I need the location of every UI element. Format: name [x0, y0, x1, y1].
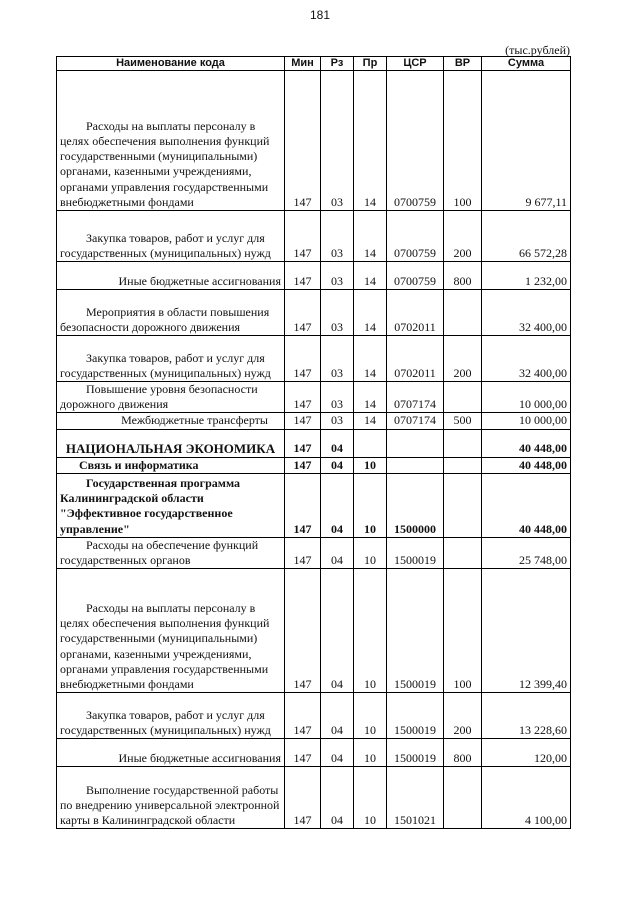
row-pr: 10 — [354, 767, 387, 829]
row-pr: 10 — [354, 457, 387, 473]
section-title: НАЦИОНАЛЬНАЯ ЭКОНОМИКА — [57, 429, 285, 457]
row-sum: 1 232,00 — [482, 262, 571, 290]
row-name: Закупка товаров, работ и услуг для государственных (муниципальных) нужд — [57, 336, 285, 382]
row-pr: 14 — [354, 413, 387, 429]
row-rz: 03 — [321, 413, 354, 429]
row-sum: 12 399,40 — [482, 569, 571, 693]
row-csr: 1500000 — [387, 473, 444, 537]
row-rz: 04 — [321, 429, 354, 457]
row-vr — [444, 767, 482, 829]
row-vr — [444, 473, 482, 537]
row-csr: 0707174 — [387, 413, 444, 429]
row-sum: 40 448,00 — [482, 473, 571, 537]
row-name: Иные бюджетные ассигнования — [57, 739, 285, 767]
row-sum: 40 448,00 — [482, 457, 571, 473]
row-pr: 10 — [354, 739, 387, 767]
row-csr: 0702011 — [387, 290, 444, 336]
row-sum: 10 000,00 — [482, 413, 571, 429]
col-header-name: Наименование кода — [57, 57, 285, 71]
col-header-vr: ВР — [444, 57, 482, 71]
row-pr: 10 — [354, 569, 387, 693]
row-rz: 04 — [321, 569, 354, 693]
col-header-pr: Пр — [354, 57, 387, 71]
row-pr: 10 — [354, 693, 387, 739]
row-min: 147 — [285, 429, 321, 457]
row-csr: 0700759 — [387, 211, 444, 262]
row-rz: 03 — [321, 290, 354, 336]
table-row — [57, 382, 571, 413]
row-vr: 200 — [444, 211, 482, 262]
table-row — [57, 537, 571, 568]
col-header-rz: Рз — [321, 57, 354, 71]
row-csr: 1501021 — [387, 767, 444, 829]
row-csr — [387, 457, 444, 473]
row-min: 147 — [285, 739, 321, 767]
row-min: 147 — [285, 693, 321, 739]
row-vr — [444, 290, 482, 336]
row-min: 147 — [285, 71, 321, 211]
row-min: 147 — [285, 413, 321, 429]
row-vr — [444, 429, 482, 457]
row-rz: 03 — [321, 71, 354, 211]
page-number: 181 — [309, 8, 331, 22]
row-sum: 66 572,28 — [482, 211, 571, 262]
row-min: 147 — [285, 290, 321, 336]
table-row — [57, 739, 571, 767]
row-vr: 200 — [444, 693, 482, 739]
row-csr: 1500019 — [387, 569, 444, 693]
col-header-min: Мин — [285, 57, 321, 71]
row-pr: 10 — [354, 537, 387, 568]
row-vr: 800 — [444, 739, 482, 767]
row-rz: 04 — [321, 473, 354, 537]
row-name: Расходы на выплаты персоналу в целях обеспечения выполнения функций государственными (муниципальными) органами, казенными учреждениями, органами управления государственными внебюджетными фондами — [57, 569, 285, 693]
table-row — [57, 262, 571, 290]
row-sum: 9 677,11 — [482, 71, 571, 211]
row-pr: 14 — [354, 71, 387, 211]
row-pr: 10 — [354, 473, 387, 537]
row-name: Повышение уровня безопасности дорожного движения — [57, 382, 285, 413]
row-rz: 04 — [321, 693, 354, 739]
row-vr — [444, 457, 482, 473]
row-name: Расходы на выплаты персоналу в целях обеспечения выполнения функций государственными (муниципальными) органами, казенными учреждениями, органами управления государственными внебюджетными фондами — [57, 71, 285, 211]
row-rz: 03 — [321, 382, 354, 413]
row-sum: 13 228,60 — [482, 693, 571, 739]
table-header-row — [57, 57, 571, 71]
row-name: Мероприятия в области повышения безопасности дорожного движения — [57, 290, 285, 336]
row-min: 147 — [285, 262, 321, 290]
row-csr: 1500019 — [387, 739, 444, 767]
row-csr: 1500019 — [387, 693, 444, 739]
row-vr — [444, 382, 482, 413]
row-csr: 0702011 — [387, 336, 444, 382]
row-sum: 32 400,00 — [482, 336, 571, 382]
row-vr: 200 — [444, 336, 482, 382]
row-min: 147 — [285, 537, 321, 568]
row-min: 147 — [285, 382, 321, 413]
row-sum: 32 400,00 — [482, 290, 571, 336]
row-rz: 03 — [321, 211, 354, 262]
table-row — [57, 211, 571, 262]
row-vr: 500 — [444, 413, 482, 429]
row-min: 147 — [285, 473, 321, 537]
row-name: Расходы на обеспечение функций государственных органов — [57, 537, 285, 568]
row-pr: 14 — [354, 290, 387, 336]
table-row — [57, 413, 571, 429]
row-min: 147 — [285, 457, 321, 473]
row-pr: 14 — [354, 211, 387, 262]
col-header-sum: Сумма — [482, 57, 571, 71]
row-name: Закупка товаров, работ и услуг для государственных (муниципальных) нужд — [57, 211, 285, 262]
row-name: Закупка товаров, работ и услуг для государственных (муниципальных) нужд — [57, 693, 285, 739]
row-vr: 100 — [444, 71, 482, 211]
row-min: 147 — [285, 336, 321, 382]
row-min: 147 — [285, 211, 321, 262]
subsection-row — [57, 457, 571, 473]
subsection-title: Связь и информатика — [57, 457, 285, 473]
row-rz: 04 — [321, 537, 354, 568]
col-header-csr: ЦСР — [387, 57, 444, 71]
program-row — [57, 473, 571, 537]
row-sum: 120,00 — [482, 739, 571, 767]
row-csr: 0700759 — [387, 71, 444, 211]
row-csr: 0700759 — [387, 262, 444, 290]
row-rz: 03 — [321, 336, 354, 382]
row-name: Межбюджетные трансферты — [57, 413, 285, 429]
row-min: 147 — [285, 767, 321, 829]
row-pr: 14 — [354, 262, 387, 290]
table-row — [57, 290, 571, 336]
row-vr — [444, 537, 482, 568]
row-csr — [387, 429, 444, 457]
row-min: 147 — [285, 569, 321, 693]
table-row — [57, 71, 571, 211]
row-vr: 100 — [444, 569, 482, 693]
program-title: Государственная программа Калининградской области "Эффективное государственное управление" — [57, 473, 285, 537]
row-rz: 03 — [321, 262, 354, 290]
row-sum: 25 748,00 — [482, 537, 571, 568]
row-rz: 04 — [321, 457, 354, 473]
row-pr: 14 — [354, 336, 387, 382]
table-row — [57, 569, 571, 693]
row-pr — [354, 429, 387, 457]
section-row — [57, 429, 571, 457]
row-rz: 04 — [321, 739, 354, 767]
row-pr: 14 — [354, 382, 387, 413]
table-row — [57, 336, 571, 382]
table-row — [57, 693, 571, 739]
row-name: Выполнение государственной работы по внедрению универсальной электронной карты в Калининградской области — [57, 767, 285, 829]
row-sum: 4 100,00 — [482, 767, 571, 829]
table-row — [57, 767, 571, 829]
units-label: (тыс.рублей) — [505, 43, 570, 57]
row-rz: 04 — [321, 767, 354, 829]
row-csr: 0707174 — [387, 382, 444, 413]
row-sum: 10 000,00 — [482, 382, 571, 413]
row-csr: 1500019 — [387, 537, 444, 568]
row-vr: 800 — [444, 262, 482, 290]
row-sum: 40 448,00 — [482, 429, 571, 457]
budget-table — [56, 56, 571, 829]
row-name: Иные бюджетные ассигнования — [57, 262, 285, 290]
